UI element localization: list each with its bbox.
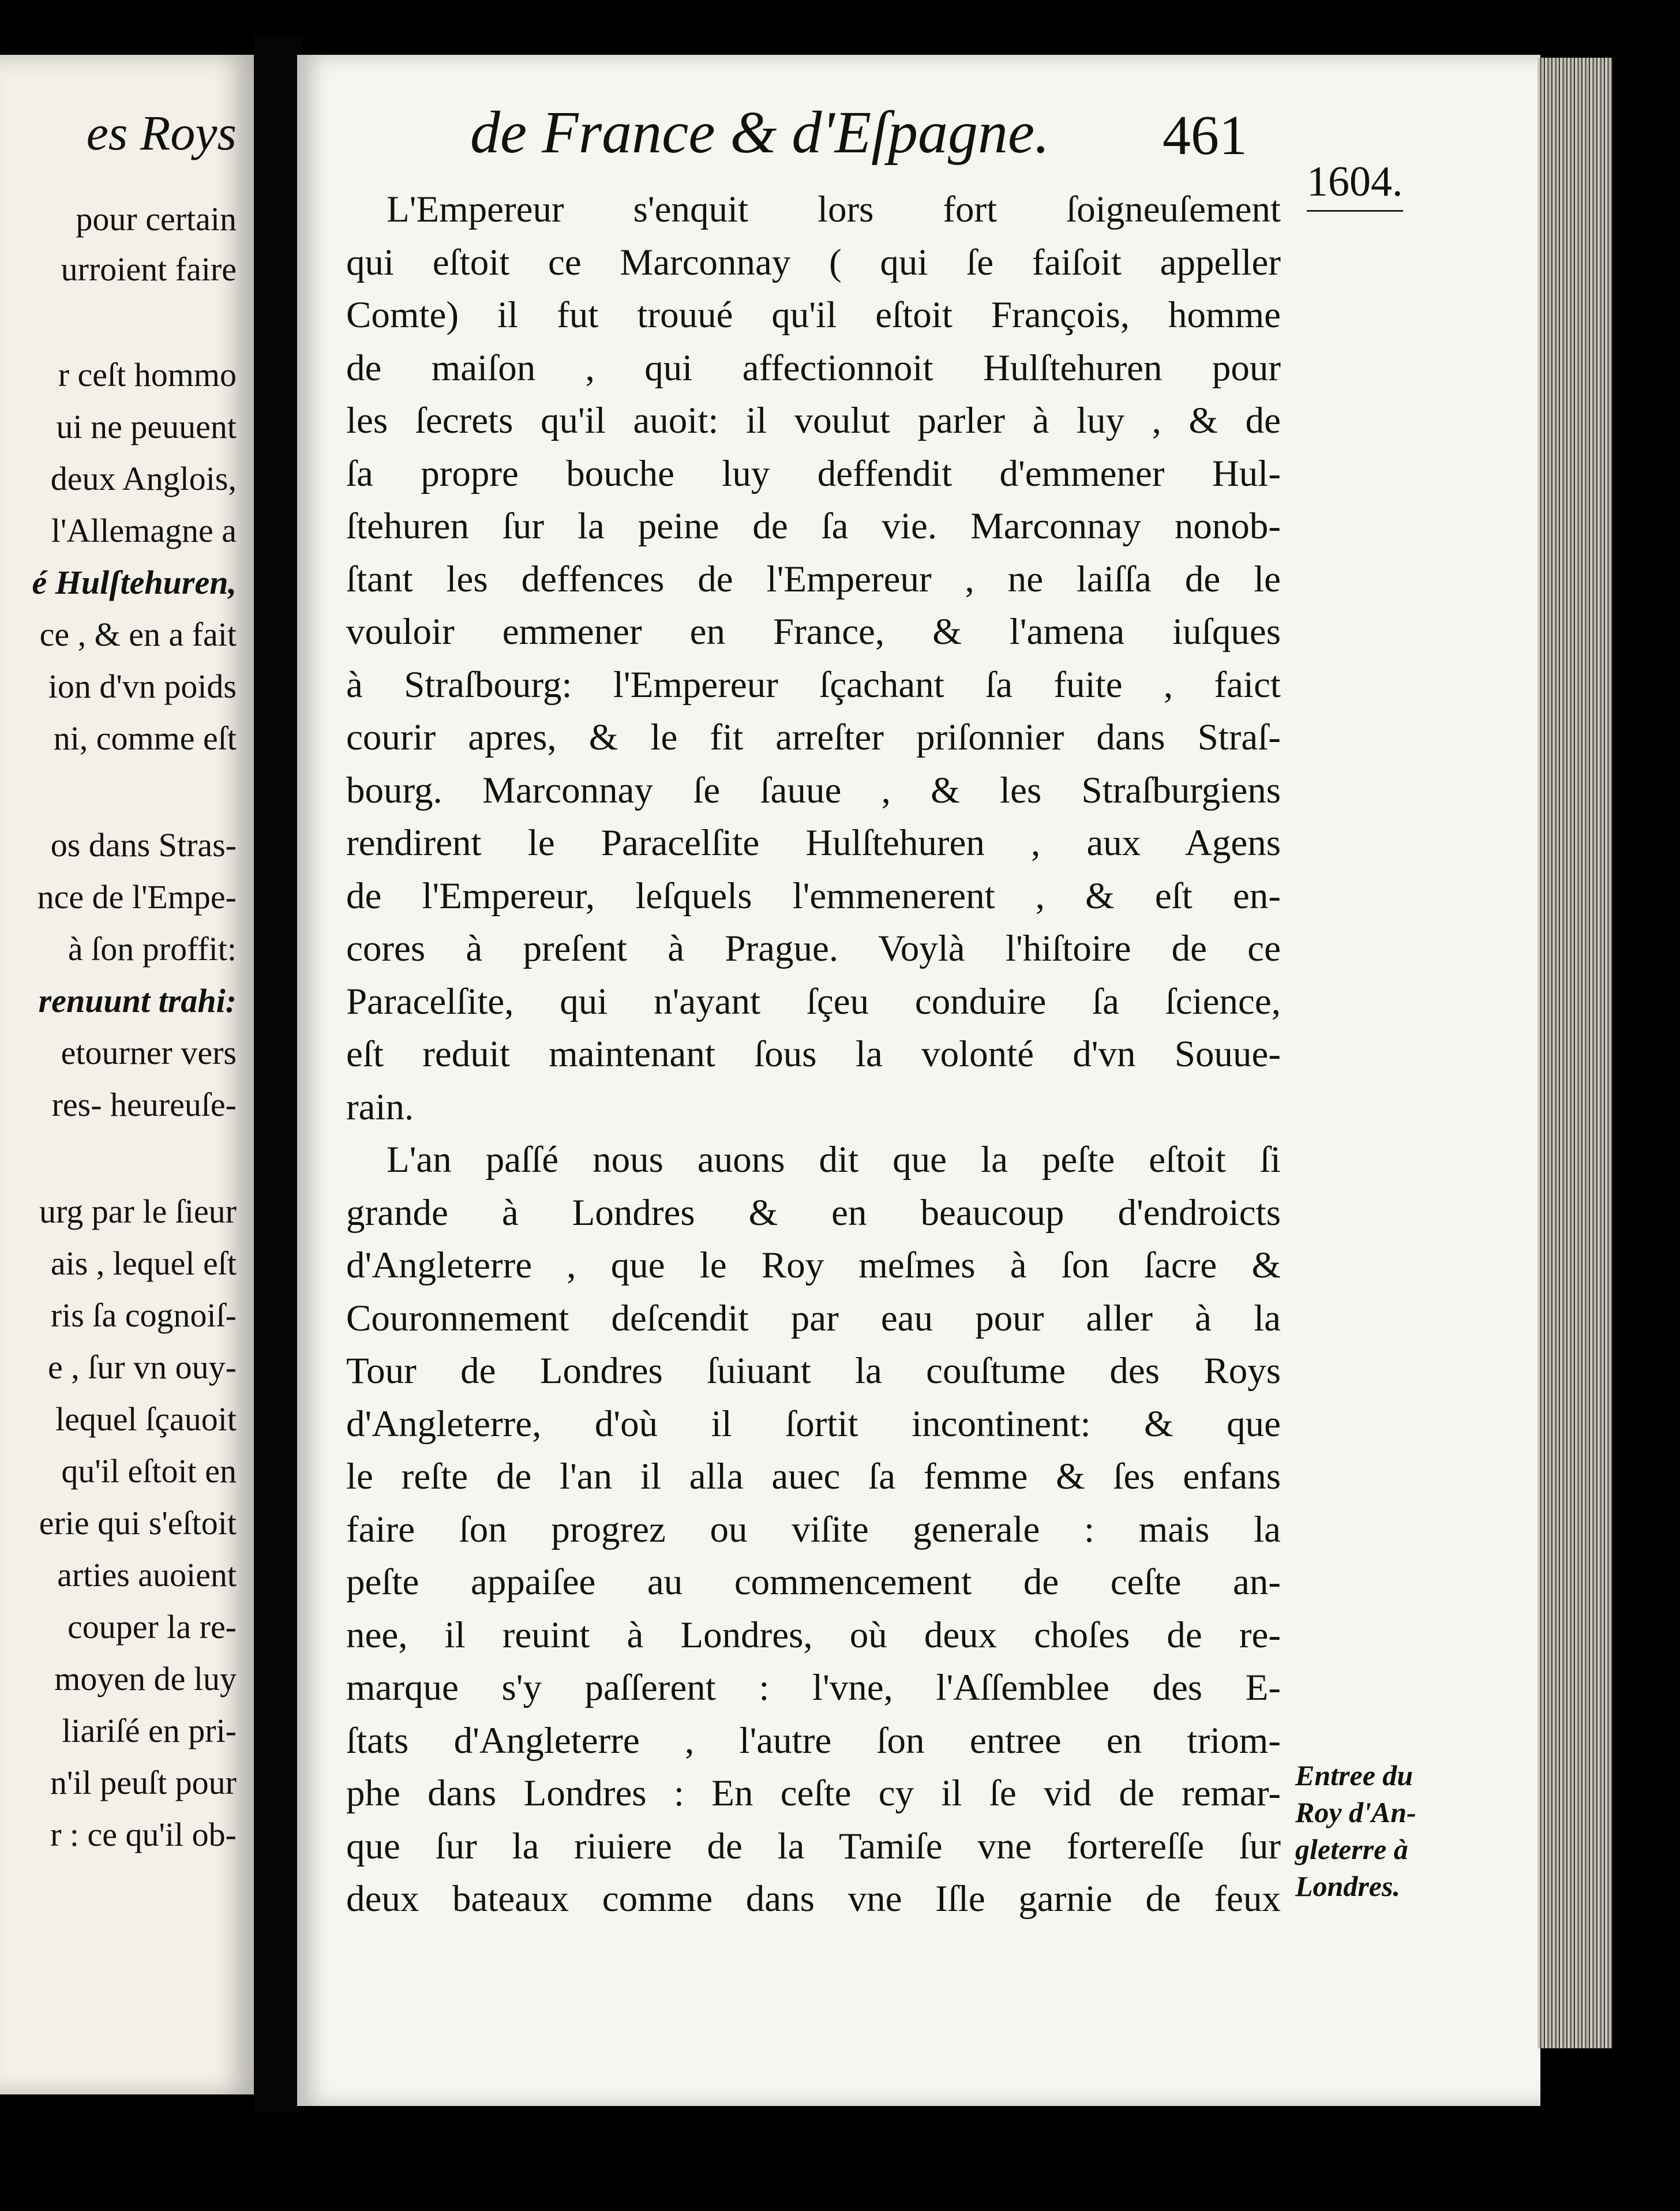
left-line: couper la re- (67, 1608, 237, 1646)
text-line: ſtant les deffences de l'Empereur , ne laiſſa de le (346, 558, 1281, 600)
text-line: eſt reduit maintenant ſous la volonté d'vn Souue- (346, 1033, 1281, 1075)
text-line: deux bateaux comme dans vne Iſle garnie de feux (346, 1878, 1281, 1920)
book-gutter (254, 35, 303, 2112)
left-line: ais , lequel eſt (50, 1245, 237, 1282)
left-page-fragment (0, 55, 254, 2094)
text-line: à Straſbourg: l'Empereur ſçachant ſa fuite , faict (346, 664, 1281, 706)
text-line: d'Angleterre, d'où il ſortit incontinent: & que (346, 1403, 1281, 1445)
left-line: n'il peuſt pour (50, 1764, 237, 1801)
text-line: vouloir emmener en France, & l'amena iuſques (346, 611, 1281, 653)
margin-note-line: Entree du (1295, 1759, 1413, 1792)
left-line: deux Anglois, (50, 460, 237, 497)
left-line: l'Allemagne a (51, 512, 237, 549)
margin-note-line: gleterre à (1295, 1833, 1408, 1865)
left-line: liariſé en pri- (62, 1712, 237, 1749)
text-line: les ſecrets qu'il auoit: il voulut parler à luy , & de (346, 400, 1281, 441)
left-line: etourner vers (61, 1034, 237, 1071)
left-line: renuunt trahi: (38, 982, 237, 1020)
left-line: moyen de luy (54, 1660, 237, 1697)
left-line: urg par le ſieur (39, 1193, 237, 1230)
left-running-head: es Roys (86, 105, 237, 160)
margin-note-line: Roy d'An- (1295, 1796, 1416, 1828)
left-line: r : ce qu'il ob- (50, 1816, 237, 1853)
text-line: faire ſon progrez ou viſite generale : mais la (346, 1508, 1281, 1550)
text-line: peſte appaiſee au commencement de ceſte an- (346, 1561, 1281, 1603)
text-line: marque s'y paſſerent : l'vne, l'Aſſemblee des E- (346, 1667, 1281, 1708)
left-line: ion d'vn poids (48, 668, 237, 705)
text-line: d'Angleterre , que le Roy meſmes à ſon ſacre & (346, 1245, 1281, 1286)
text-line: que ſur la riuiere de la Tamiſe vne fortereſſe ſur (346, 1825, 1281, 1867)
text-line: Comte) il fut trouué qu'il eſtoit François, homme (346, 294, 1281, 336)
running-head-title: de France & d'Eſpagne. (470, 99, 1050, 166)
text-line: ſtats d'Angleterre , l'autre ſon entree en triom- (346, 1719, 1281, 1762)
left-line: arties auoient (57, 1556, 237, 1594)
text-line: cores à preſent à Prague. Voylà l'hiſtoire de ce (346, 928, 1281, 969)
left-line: à ſon proffit: (68, 930, 237, 968)
left-line: ris ſa cognoiſ- (50, 1296, 237, 1334)
text-line: bourg. Marconnay ſe ſauue , & les Straſburgiens (346, 769, 1281, 811)
text-line: phe dans Londres : En ceſte cy il ſe vid de remar- (346, 1772, 1281, 1814)
left-line: urroient faire (61, 250, 237, 288)
margin-note-line: Londres. (1295, 1870, 1400, 1902)
text-line: Couronnement deſcendit par eau pour aller à la (346, 1297, 1281, 1339)
left-line: e , ſur vn ouy- (48, 1348, 237, 1386)
left-line: ui ne peuuent (56, 408, 237, 445)
text-line: ſtehuren ſur la peine de ſa vie. Marconnay nonob- (346, 505, 1281, 547)
left-line: qu'il eſtoit en (61, 1452, 237, 1490)
text-line: ſa propre bouche luy deffendit d'emmener Hul- (346, 452, 1281, 494)
text-line: L'Empereur s'enquit lors fort ſoigneuſement (387, 189, 1281, 230)
text-line: rendirent le Paracelſite Hulſtehuren , aux Agens (346, 822, 1281, 864)
left-line: r ceſt hommo (58, 356, 237, 394)
text-line: grande à Londres & en beaucoup d'endroicts (346, 1191, 1281, 1234)
margin-year: 1604. (1307, 156, 1403, 212)
text-line: le reſte de l'an il alla auec ſa femme & ſes enfans (346, 1456, 1281, 1497)
margin-note (1295, 1757, 1428, 1905)
text-line: Paracelſite, qui n'ayant ſçeu conduire ſa ſcience, (346, 980, 1281, 1022)
left-line: os dans Stras- (50, 826, 237, 864)
left-line: erie qui s'eſtoit (39, 1504, 237, 1542)
page-edges (1537, 58, 1612, 2048)
text-line: courir apres, & le fit arreſter priſonnier dans Straſ- (346, 717, 1281, 758)
text-line: de l'Empereur, leſquels l'emmenerent , & eſt en- (346, 875, 1281, 917)
page-number: 461 (1162, 104, 1247, 167)
left-line: res- heureuſe- (51, 1086, 237, 1123)
left-line: lequel ſçauoit (55, 1400, 237, 1438)
left-line: ni, comme eſt (53, 719, 237, 757)
text-line: de maiſon , qui affectionnoit Hulſtehuren pour (346, 347, 1281, 389)
text-line: L'an paſſé nous auons dit que la peſte eſtoit ſi (387, 1139, 1281, 1181)
left-line: pour certain (76, 200, 237, 238)
text-line: rain. (346, 1086, 414, 1128)
body-text (346, 183, 1281, 1926)
left-line: é Hulſtehuren, (32, 564, 237, 601)
text-line: Tour de Londres ſuiuant la couſtume des Roys (346, 1350, 1281, 1392)
left-line: nce de l'Empe- (37, 878, 237, 916)
text-line: qui eſtoit ce Marconnay ( qui ſe faiſoit appeller (346, 241, 1281, 283)
text-line: nee, il reuint à Londres, où deux choſes de re- (346, 1614, 1281, 1656)
left-line: ce , & en a fait (39, 616, 237, 653)
